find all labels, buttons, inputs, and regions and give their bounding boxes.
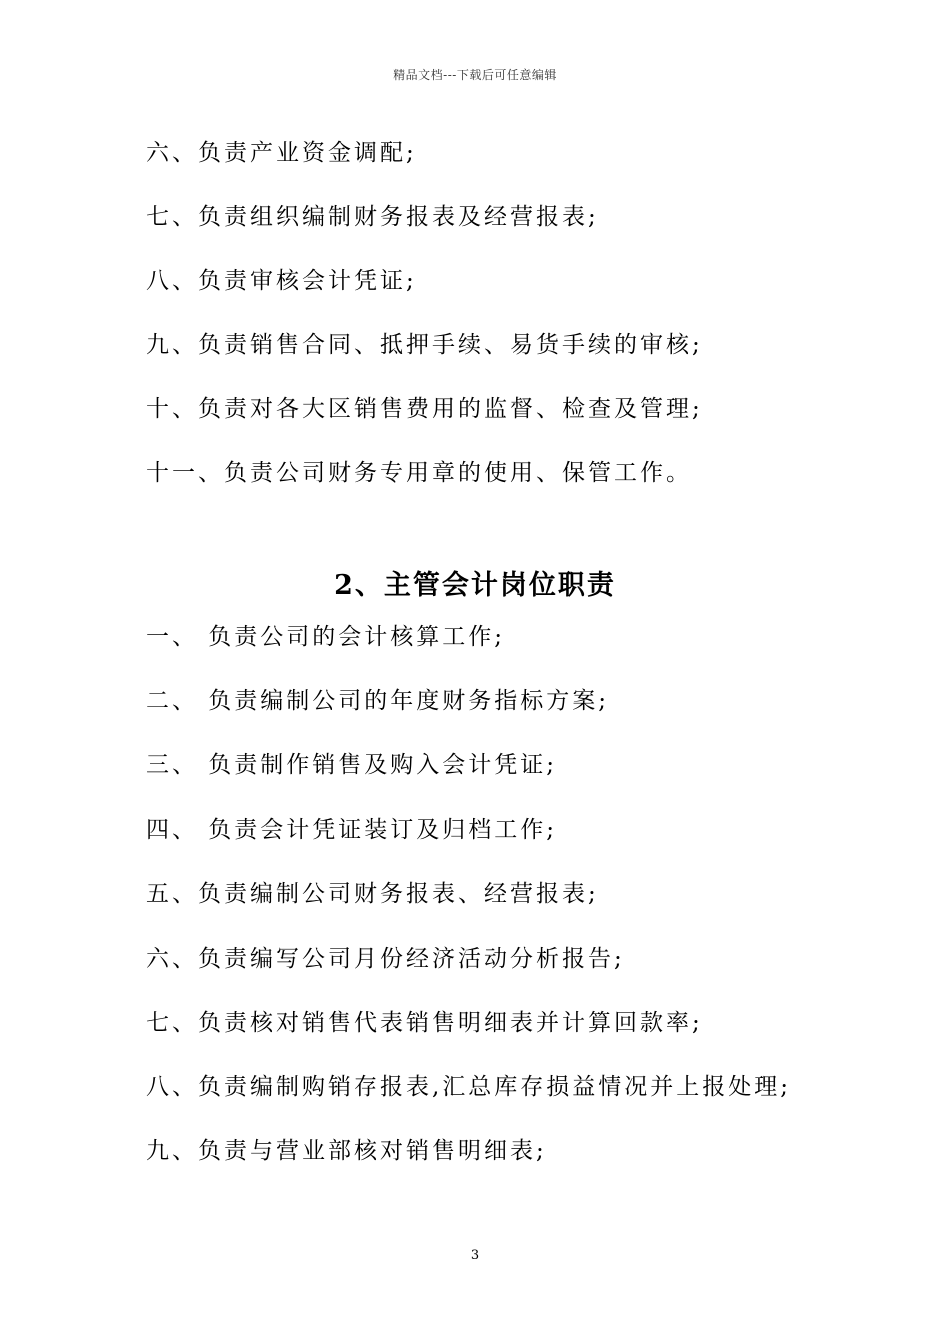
duty-item: 一、 负责公司的会计核算工作; — [146, 624, 506, 650]
section-title: 2、主管会计岗位职责 — [334, 570, 616, 601]
duty-item: 六、负责编写公司月份经济活动分析报告; — [146, 946, 625, 972]
duty-item: 八、负责审核会计凭证; — [146, 268, 417, 294]
duty-item: 五、负责编制公司财务报表、经营报表; — [146, 881, 599, 907]
duty-item: 九、负责与营业部核对销售明细表; — [146, 1138, 547, 1164]
duty-item: 十、负责对各大区销售费用的监督、检查及管理; — [146, 396, 703, 422]
duty-item: 七、负责核对销售代表销售明细表并计算回款率; — [146, 1010, 703, 1036]
duty-item: 九、负责销售合同、抵押手续、易货手续的审核; — [146, 332, 703, 358]
duty-item: 二、 负责编制公司的年度财务指标方案; — [146, 688, 610, 714]
duty-item: 七、负责组织编制财务报表及经营报表; — [146, 204, 599, 230]
duty-item: 四、 负责会计凭证装订及归档工作; — [146, 817, 558, 843]
duty-item: 三、 负责制作销售及购入会计凭证; — [146, 752, 558, 778]
page-header: 精品文档---下载后可任意编辑 — [393, 68, 557, 82]
duty-item: 六、负责产业资金调配; — [146, 140, 417, 166]
duty-item: 八、负责编制购销存报表,汇总库存损益情况并上报处理; — [146, 1074, 792, 1100]
duty-item: 十一、负责公司财务专用章的使用、保管工作。 — [146, 460, 692, 486]
page-number: 3 — [470, 1248, 480, 1263]
